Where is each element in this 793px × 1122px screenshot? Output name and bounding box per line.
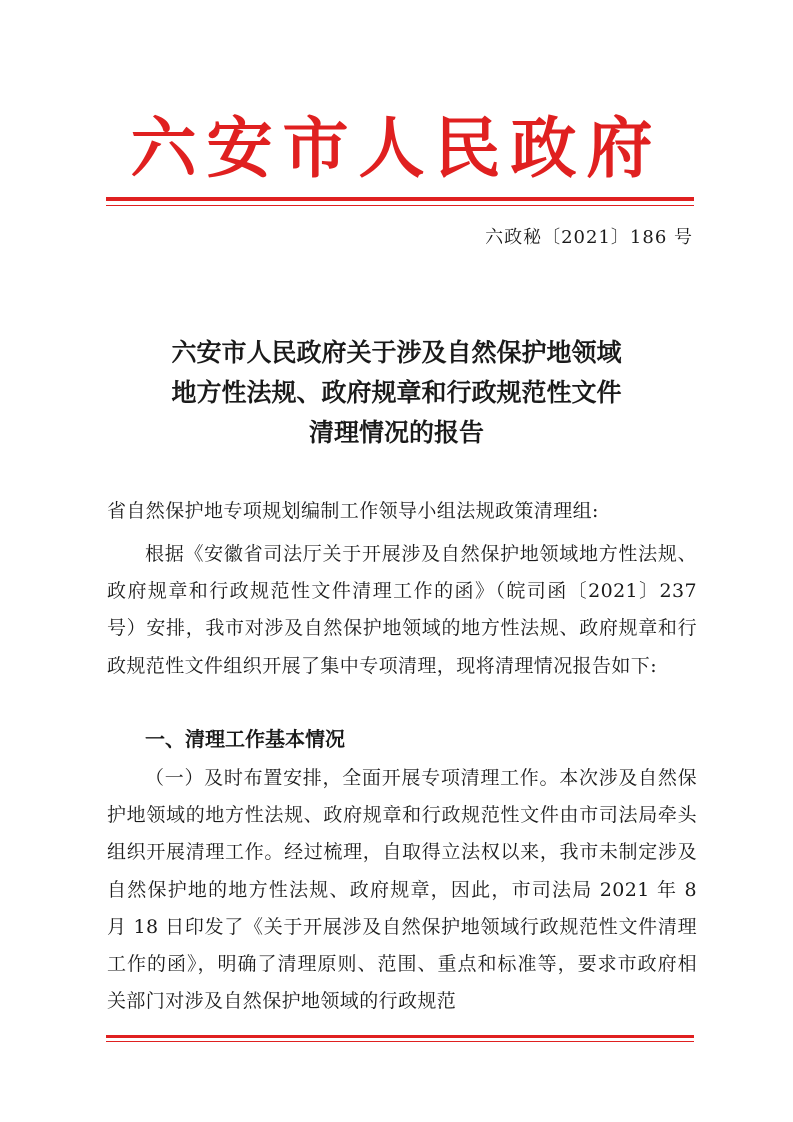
document-title (0, 333, 793, 453)
document-number: 六政秘〔2021〕186 号 (485, 227, 693, 248)
masthead-red-rule-thick (106, 197, 694, 201)
masthead-title: 六安市人民政府 (130, 109, 663, 187)
title-line-3: 清理情况的报告 (308, 418, 484, 447)
title-line-1: 六安市人民政府关于涉及自然保护地领域 (171, 338, 622, 367)
paragraph-2: （一）及时布置安排，全面开展专项清理工作。本次涉及自然保护地领域的地方性法规、政府规章和行政规范性文件由市司法局牵头组织开展清理工作。经过梳理，自取得立法权以来，我市未制定涉及自然保护地的地方性法规、政府规章，因此，市司法局 2021 年 8 月 18 日印发了《关于开展涉及自然保护地领域行政规范性文件清理工作的函》，明确了清理原则、范围、重点和标准等，要求市政府相关部门对涉及自然保护地领域的行政规范 (107, 767, 697, 1013)
footer-red-rule-thin (106, 1041, 694, 1042)
section-heading-1: 一、清理工作基本情况 (145, 727, 345, 751)
masthead-red-rule-thin (106, 205, 694, 206)
title-line-2: 地方性法规、政府规章和行政规范性文件 (171, 378, 622, 407)
salutation: 省自然保护地专项规划编制工作领导小组法规政策清理组: (107, 500, 599, 522)
paragraph-1: 根据《安徽省司法厅关于开展涉及自然保护地领域地方性法规、政府规章和行政规范性文件清理工作的函》（皖司函〔2021〕237 号）安排，我市对涉及自然保护地领域的地方性法规、政府规章和行政规范性文件组织开展了集中专项清理，现将清理情况报告如下: (107, 543, 697, 677)
footer-red-rule-thick (106, 1035, 694, 1038)
